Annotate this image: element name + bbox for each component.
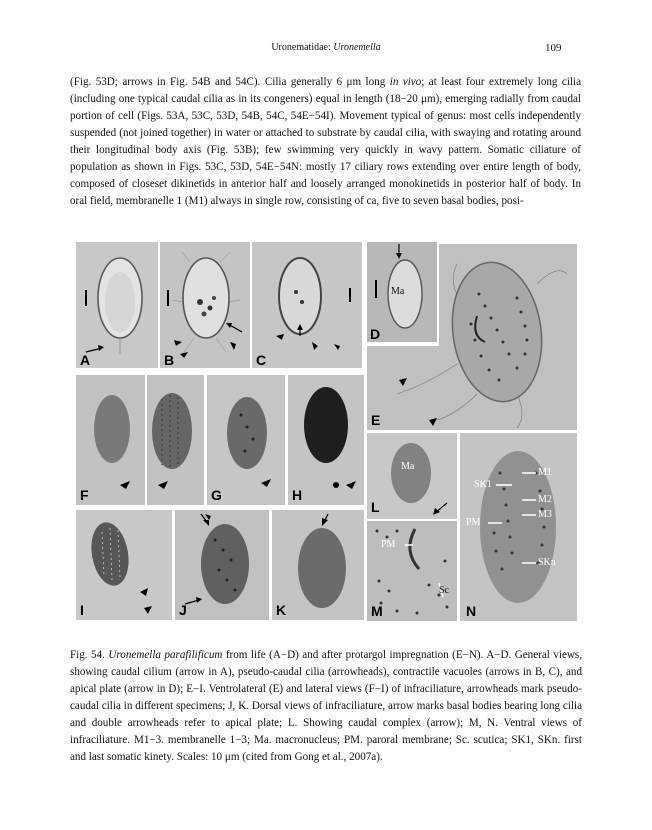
panel-label-j: J <box>179 602 187 618</box>
label-skn: SKn <box>538 557 556 568</box>
cell-image-c <box>252 242 362 368</box>
cell-image-j <box>175 510 269 620</box>
label-m3: M3 <box>538 509 552 520</box>
panel-n <box>460 433 577 621</box>
body-text-2: ; at least four extremely long cilia (including one typical caudal cilia as in its congeners) equal in length (18−20 μm), emerging radially from caudal portion of cell (Figs. 53A, 53C, 53D, 54B, 54C, 54E−54I). Movement typical of genus: most cells independently suspended (not joined together) in water or attached to substrate by caudal cilia, with swaying and rotating around their longitudinal body axis (Fig. 53B); few swimming very quickly in wavy pattern. Somatic ciliature of population as shown in Figs. 53C, 53D, 54E−54N: mostly 17 ciliary rows extending over entire length of body, composed of closeset dikinetids in anterior half and loosely arranged monokinetids in posterior half of body. In oral field, membranelle 1 (M1) always in single row, consisting of ca, five to seven basal bodies, posi- <box>70 76 581 207</box>
label-pm-n: PM <box>466 517 481 528</box>
panel-label-g: G <box>211 487 222 503</box>
figure-caption <box>70 647 582 766</box>
body-text-1: (Fig. 53D; arrows in Fig. 54B and 54C). Cilia generally 6 μm long <box>70 76 390 88</box>
panel-label-i: I <box>80 602 84 618</box>
panel-j <box>175 510 269 620</box>
panel-h <box>288 375 364 505</box>
caption-text: from life (A−D) and after protargol impregnation (E−N). A−D. General views, showing caudal cilium (arrow in A), pseudo-caudal cilia (arrowheads), contractile vacuoles (arrows in B, C), and apical plate (arrow in D); E−I. Ventrolateral (E) and lateral views (F−I) of infraciliature, arrowheads mark pseudo-caudal cilia in different specimens; J, K. Dorsal views of infraciliature, arrow marks basal bodies bearing long cilia and double arrowheads refer to apical plate; L. Showing caudal complex (arrow); M, N. Ventral views of infraciliature. M1−3. membranelle 1−3; Ma. macronucleus; PM. paroral membrane; Sc. scutica; SK1, SKn. first and last somatic kinety. Scales: 10 μm (cited from Gong et al., 2007a). <box>70 649 582 763</box>
panel-label-k: K <box>276 602 287 618</box>
panel-label-c: C <box>256 352 267 368</box>
panel-label-b: B <box>164 352 175 368</box>
cell-image-e <box>367 244 577 430</box>
panel-label-m: M <box>371 603 383 619</box>
panel-label-a: A <box>80 352 91 368</box>
header-genus: Uronemella <box>333 42 381 53</box>
cell-image-f <box>76 375 204 505</box>
panel-l <box>367 433 457 519</box>
label-sc-m: Sc <box>439 585 449 596</box>
cell-image-b <box>160 242 250 368</box>
panel-label-f: F <box>80 487 89 503</box>
panel-k <box>272 510 364 620</box>
label-m1: M1 <box>538 467 552 478</box>
label-pm-m: PM <box>381 539 396 550</box>
panel-e <box>367 244 577 430</box>
header-prefix: Uronematidae: <box>271 42 334 53</box>
label-ma-l: Ma <box>401 461 415 472</box>
caption-species: Uronemella parafilificum <box>108 649 223 661</box>
panel-label-d: D <box>370 326 381 342</box>
panel-label-l: L <box>371 499 380 515</box>
label-sk1: SK1 <box>474 479 492 490</box>
body-italic: in vivo <box>389 76 422 88</box>
page-number: 109 <box>545 42 562 54</box>
cell-image-l <box>367 433 457 519</box>
label-ma-d: Ma <box>391 286 405 297</box>
cell-image-h <box>288 375 364 505</box>
panel-label-e: E <box>371 412 381 428</box>
panel-label-n: N <box>466 603 477 619</box>
panel-g <box>207 375 285 505</box>
panel-m <box>367 521 457 621</box>
label-m2: M2 <box>538 494 552 505</box>
cell-image-g <box>207 375 285 505</box>
panel-a <box>76 242 158 368</box>
panel-i <box>76 510 172 620</box>
panel-b <box>160 242 250 368</box>
panel-label-h: H <box>292 487 303 503</box>
cell-image-i <box>76 510 172 620</box>
panel-f <box>76 375 204 505</box>
caption-fig-number: Fig. 54. <box>70 649 109 661</box>
panel-c <box>252 242 362 368</box>
cell-image-a <box>76 242 158 368</box>
